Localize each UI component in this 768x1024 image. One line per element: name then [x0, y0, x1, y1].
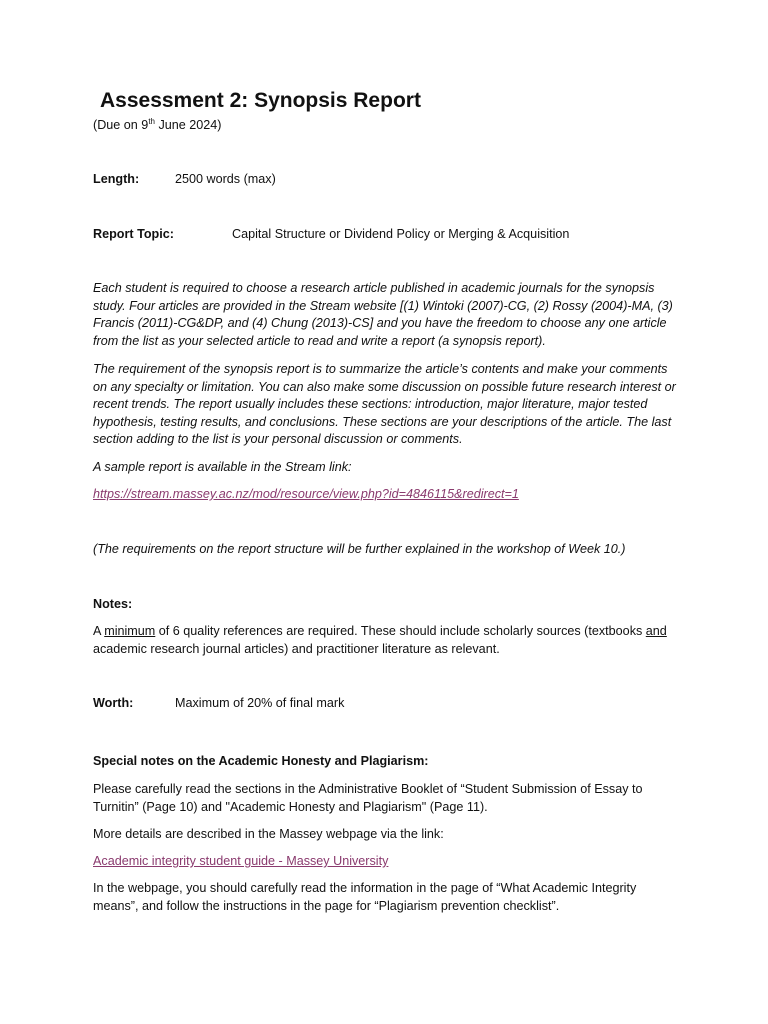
sample-report-link[interactable]: https://stream.massey.ac.nz/mod/resource/view.php?id=4846115&redirect=1	[93, 487, 519, 501]
sample-report-text: A sample report is available in the Stream link:	[93, 460, 352, 474]
notes-and: and	[645, 624, 667, 638]
honesty-paragraph-3: In the webpage, you should carefully read the information in the page of “What Academic Integrity means”, and follow the instructions in the page for “Plagiarism prevention checklist”.	[93, 881, 637, 913]
academic-integrity-link[interactable]: Academic integrity student guide - Massey University	[93, 854, 389, 868]
honesty-paragraph-2: More details are described in the Massey webpage via the link:	[93, 827, 444, 841]
worth-value: Maximum of 20% of final mark	[175, 696, 345, 710]
notes-heading: Notes:	[93, 597, 133, 611]
notes-text-b: of 6 quality references are required. These should include scholarly sources (textbooks	[155, 624, 646, 638]
due-date-suffix: June 2024)	[154, 118, 222, 132]
description-paragraph-2: The requirement of the synopsis report is to summarize the article’s contents and make your comments on any specialty or limitation. You can also make some discussion on possible future research interest or recent trends. The report usually includes these sections: introduction, major literature, major tested hypothesis, testing results, and conclusions. These sections are your descriptions of the article. The last section adding to the list is your personal discussion or comments.	[93, 362, 676, 447]
length-label: Length:	[93, 172, 140, 186]
workshop-note: (The requirements on the report structure will be further explained in the workshop of Week 10.)	[93, 542, 626, 556]
topic-value: Capital Structure or Dividend Policy or Merging & Acquisition	[232, 227, 570, 241]
due-date	[93, 117, 222, 135]
length-value: 2500 words (max)	[175, 172, 276, 186]
notes-paragraph	[93, 623, 683, 658]
topic-label: Report Topic:	[93, 227, 174, 241]
description-paragraph-1: Each student is required to choose a research article published in academic journals for the synopsis study. Four articles are provided in the Stream website [(1) Wintoki (2007)-CG, (2) Rossy (2004)-MA, (3) Francis (2011)-CG&DP, and (4) Chung (2013)-CS] and you have the freedom to choose any one article from the list as your selected article to read and write a report (a synopsis report).	[93, 281, 673, 348]
honesty-paragraph-1: Please carefully read the sections in the Administrative Booklet of “Student Submission of Essay to Turnitin” (Page 10) and "Academic Honesty and Plagiarism" (Page 11).	[93, 782, 643, 814]
notes-text-a: A	[93, 624, 105, 638]
worth-label: Worth:	[93, 696, 134, 710]
honesty-heading: Special notes on the Academic Honesty and Plagiarism:	[93, 754, 429, 768]
notes-minimum: minimum	[104, 624, 156, 638]
notes-text-c: academic research journal articles) and practitioner literature as relevant.	[93, 641, 500, 656]
page-title: Assessment 2: Synopsis Report	[100, 89, 421, 112]
due-date-prefix: (Due on 9	[93, 118, 149, 132]
due-date-superscript: th	[148, 116, 155, 126]
